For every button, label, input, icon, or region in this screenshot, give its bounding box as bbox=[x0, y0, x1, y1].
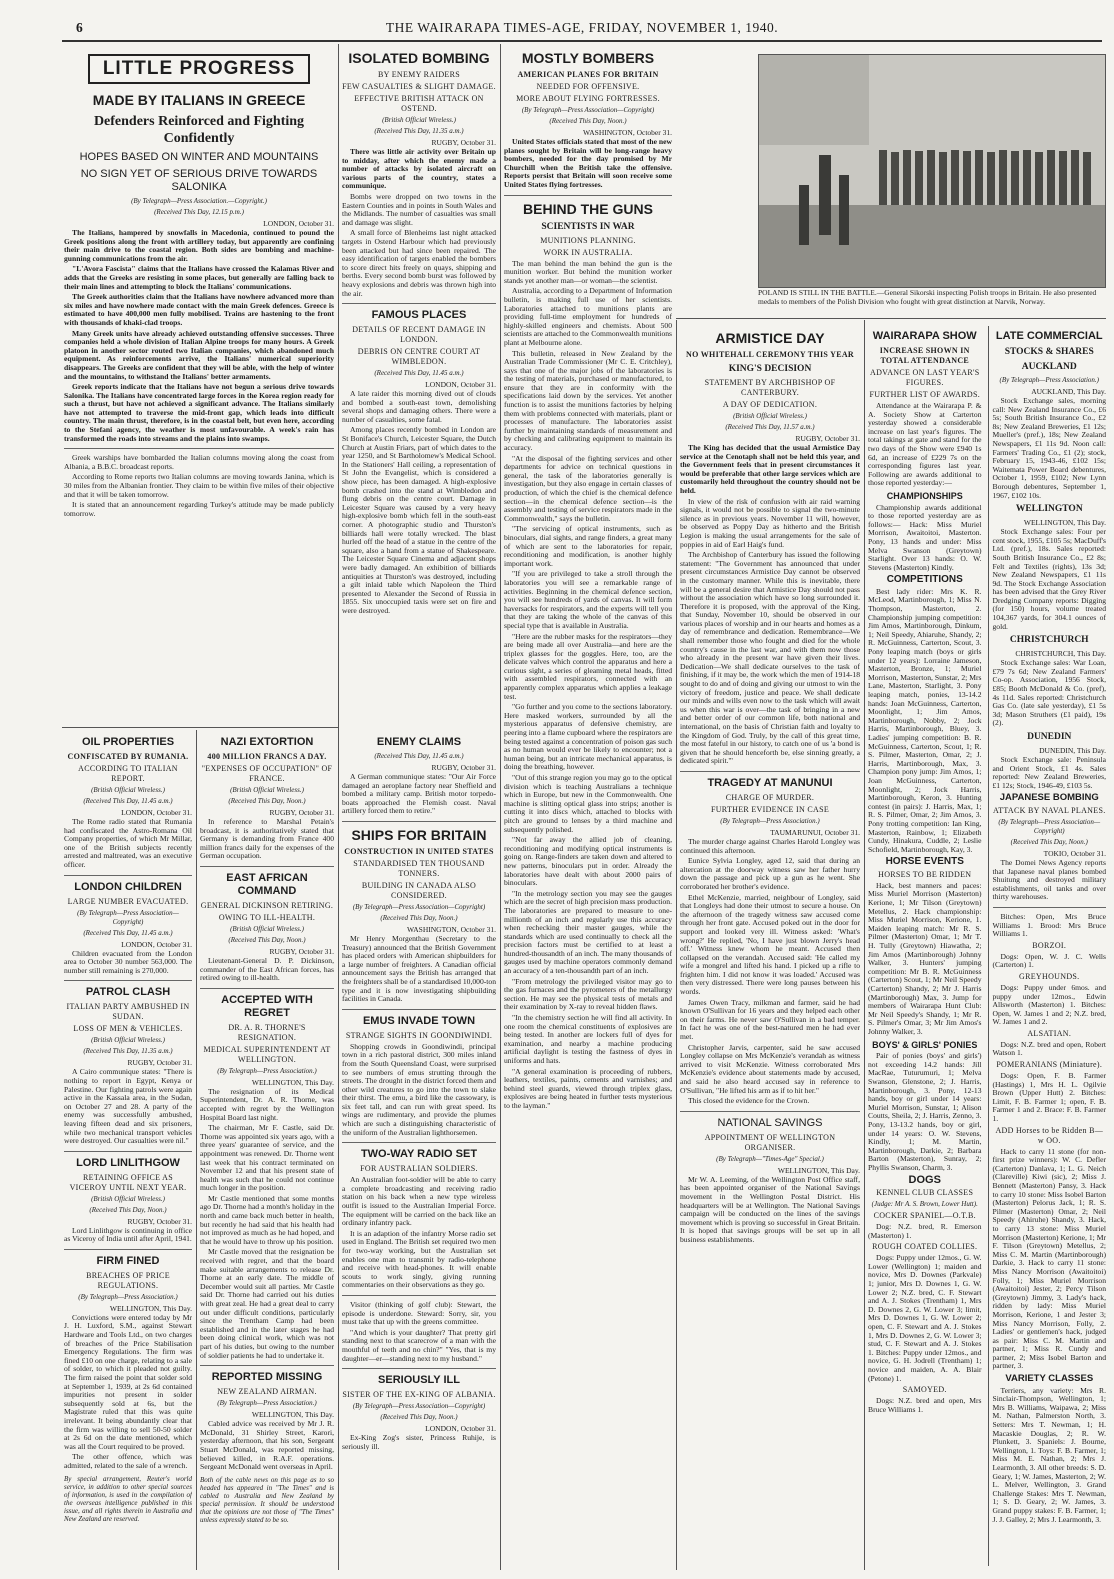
credit-line: (By Telegraph—Press Association.) bbox=[999, 376, 1099, 384]
deck: STRANGE SIGHTS IN GOONDIWINDI. bbox=[345, 1030, 493, 1040]
received-line: (Received This Day, Noon.) bbox=[380, 913, 458, 922]
dateline: CHRISTCHURCH, This Day. bbox=[1015, 649, 1106, 659]
credit-line: (By Telegraph—Press Association.) bbox=[78, 1292, 178, 1301]
deck: LOSS OF MEN & VEHICLES. bbox=[73, 1024, 183, 1034]
deck: KENNEL CLUB CLASSES bbox=[876, 1188, 974, 1198]
paragraph: The Archbishop of Canterbury has issued the following statement: "The Government has announced that under present circumstances Armistice Day cannot be observed in the customary manner. While this is inevitable, there will be a general desire that Armistice Day should not pass without the association which have so long surrounded it. Therefore it is proposed, with the approval of the King, that Sunday, November 10, should be observed in our various places of worship and in our hearts and homes as a day of remembrance and dedication. Remembrance—We shall remember those who fought and died for the whole country's cause in the last war, and with them now those who already in the present war have given their lives. Dedication—We shall dedicate ourselves to the task of finishing, if it may be, the work which the men of 1914-18 sought to do and of doing and giving our utmost to win the victory of freedom, justice and peace. We shall dedicate our minds and wills even now to the task which will await us when this war is over—the task of bringing in a new and better order of our common life, both national and international, on the basis of Christian faith and loyalty to the Kingdom of God. Truly, by the call of this great time, the most fateful in our history, to catch one of us 'a bond is given that he should henceforth be, else sinning greatly, a dedicated spirit.'" bbox=[680, 550, 860, 766]
dateline: LONDON, October 31. bbox=[121, 808, 192, 817]
deck: MEDICAL SUPERINTENDENT AT WELLINGTON. bbox=[203, 1044, 331, 1064]
deck: DETAILS OF RECENT DAMAGE IN LONDON. bbox=[352, 325, 486, 345]
received-line: (Received This Day, Noon.) bbox=[549, 117, 627, 125]
headline: LONDON CHILDREN bbox=[74, 880, 182, 893]
paragraph: James Owen Tracy, milkman and farmer, said he had known O'Sullivan for 16 years and they helped each other on their farms. He never saw O'Sullivan in a bad temper. In fact he was one of the best-natured men he had ever met. bbox=[680, 997, 860, 1042]
subhead: DOGS bbox=[908, 1174, 941, 1187]
paragraph: A small force of Blenheims last night attacked targets in Ostend Harbour which had previously been attacked but had since been repaired. The easy identification of targets enabled the bombers to score direct hits freely on quays, shipping and berths. Every second bomb burst was followed by heavy explosions and debris was thrown high into the air. bbox=[342, 228, 496, 298]
paragraph: Christopher Jarvis, carpenter, said he saw accused Longley collapse on Mrs McKenzie's verandah as witness arrived to visit McKenzie. Witness corroborated Mrs McKenzie's evidence about statements made by accused, and said he also heard accused say in reference to O'Sullivan, "He lifted his arm as if to hit her." bbox=[680, 1042, 860, 1095]
photo-illustration bbox=[759, 55, 1105, 287]
paragraph: A German communique states: "Our Air Force damaged an aeroplane factory near Sheffield and bombed a military camp. British motor torpedo-boats approached the Flemish coast. Naval artillery forced them to retire." bbox=[342, 772, 496, 816]
paragraph: Terriers, any variety: Mrs R. Sinclair-Thompson, Wellington, 1; Mrs B. Williams, Waipawa, 2; Miss M. Nathan, Palmerston North, 3. Setters: Mrs T. Newman, 1; H. Macaskie Douglas, 2; R. W. Plunkett, 3. Spaniels: J. Bourne, Wellington, 1. Toys: F. B. Farmer, 1; Miss M. E. Nathan, 2; Mrs J. Learmonth, 3. All other breeds: S. D. Geary, 1; W. James, Masterton, 2; W. L. Melver, Wellington, 3. Grand Challenge Stakes: Mrs T. Newman, 1; S. D. Geary, 2; W. James, 3. Grand puppy stakes: F. B. Farmer, 1; J. J. Galley, 2; Mrs J. Learmonth, 3. bbox=[992, 1385, 1106, 1524]
deck: FEW CASUALTIES & SLIGHT DAMAGE. bbox=[342, 82, 496, 91]
headline: LORD LINLITHGOW bbox=[76, 1156, 180, 1169]
credit-line: (By Telegraph—Press Association.—Copyright.) bbox=[131, 197, 267, 205]
credit-line: (By Telegraph—Press Association—Copyright) bbox=[352, 1402, 486, 1411]
deck: STOCKS & SHARES bbox=[1004, 347, 1094, 357]
credit-line: (By Telegraph—"Times-Age" Special.) bbox=[716, 1154, 824, 1163]
brief-news-column-middle bbox=[200, 732, 334, 1566]
deck: ADVANCE ON LAST YEAR'S FIGURES. bbox=[870, 368, 980, 387]
paragraph: "Go further and you come to the sections laboratory. Here masked workers, surrounded by all the mysterious apparatus of defensive chemistry, are peering into a flame cupboard where the respirators are being tested against a concentration of poison gas such as no human would ever be likely to encounter; not a human being, but an intricate mechanical apparatus, is doing the breathing, however. bbox=[504, 702, 672, 772]
separator bbox=[64, 1249, 192, 1250]
reuters-notice: By special arrangement, Reuter's world service, in addition to other special sources of information, is used in the compilation of the overseas intelligence published in this issue, and all rights therein in Australia and New Zealand are reserved. bbox=[64, 1474, 192, 1523]
credit-line: (British Official Wireless.) bbox=[382, 116, 456, 124]
subheadline: Defenders Reinforced and Fighting Confidently bbox=[93, 114, 305, 146]
deck: EFFECTIVE BRITISH ATTACK ON OSTEND. bbox=[354, 94, 484, 113]
deck: NO SIGN YET OF SERIOUS DRIVE TOWARDS SALONIKA bbox=[80, 168, 318, 193]
separator bbox=[64, 1151, 192, 1152]
separator bbox=[342, 1368, 496, 1369]
dateline: RUGBY, October 31. bbox=[431, 138, 496, 147]
deck: GENERAL DICKINSON RETIRING. bbox=[200, 900, 334, 910]
received-line: (Received This Day, 12.15 p.m.) bbox=[154, 208, 244, 216]
paragraph: It is an adaption of the infantry Morse radio set used in England. The British set required two men for two-way working, but the Australian set enables one man to transmit by radio-telephone and receive with head-phones. It will enable scouts to work singly, giving running commentaries on their observations as they go. bbox=[342, 1228, 496, 1290]
paragraph: "At the disposal of the fighting services and other departments for advice on technical questions in general, the task of the laboratories generally is investigation, but they also engage in certain classes of production, of which the chief is the chemical defence section—in the chemical defence section—is the assembly and testing of service respirators made in the Commonwealth," says the bulletin. bbox=[504, 453, 672, 523]
credit-line: (By Telegraph—Press Association—Copyright) bbox=[521, 106, 655, 114]
paragraph: The Italians, hampered by snowfalls in Macedonia, continued to pound the Greek positions along the front with artillery today, but apparently are confining their main drive to the coastal region. Both sides are bombing and machine-gunning communications from the air. bbox=[64, 228, 334, 263]
paragraph: Cabled advice was received by Mr J. R. McDonald, 31 Shirley Street, Karori, yesterday afternoon, that his son, Sergeant Stuart McDonald, was reported missing, believed killed, in R.A.F. operations. Sergeant McDonald went overseas in April. bbox=[200, 1419, 334, 1472]
headline: JAPANESE BOMBING bbox=[999, 792, 1099, 804]
behind-the-guns-article bbox=[504, 46, 672, 1566]
deck: HORSES TO BE RIDDEN bbox=[878, 869, 972, 879]
paragraph: Stock Exchange sales, morning call: New Zealand Insurance Co., £6 5s; South British Insurance Co., £2 8s; New Zealand Breweries, £1 12s; Mueller's (pref.), 18s; New Zealand Newspapers, £1 11s 9d. Noon call: Farmers' Trading Co., £1 (2); stock, February 15, 1943-46, £102 15s; Waitemata Power Board debentures, October 1, 1959, £102; New Lynn Borough debentures, September 1, 1967, £102 10s. bbox=[992, 396, 1106, 500]
deck: CHARGE OF MURDER. bbox=[725, 792, 815, 802]
judge-line: (Judge: Mr A. S. Brown, Lower Hutt). bbox=[871, 1200, 978, 1209]
paragraph: Stock Exchange sales: Four per cent stock, 1955, £105 5s; MacDuff's Ltd. (pref.), 18s. Sales reported: South British Insurance Co., £2 8s; Felt and Textiles (rights), 13s 3d; New Zealand Newspapers, £1 11s 9d. The Stock Exchange Association has been advised that the Grey River Dredging Company reports: Digging (for 150) hours, volume treated 104,367 yards, for 304.1 ounces of gold. bbox=[992, 527, 1106, 631]
paragraph: "Not far away the allied job of cleaning, reconditioning and modifying optical instruments is going on. Range-finders are taken down and altered to new patterns, binoculars put in order. Already the laboratories have dealt with about 2000 pairs of binoculars. bbox=[504, 835, 672, 888]
paragraph: It is stated that an announcement regarding Turkey's attitude may be made publicly tomorrow. bbox=[64, 500, 334, 518]
deck: HOPES BASED ON WINTER AND MOUNTAINS bbox=[79, 151, 319, 163]
headline: ACCEPTED WITH REGRET bbox=[221, 993, 313, 1019]
deck: ITALIAN PARTY AMBUSHED IN SUDAN. bbox=[66, 1002, 190, 1022]
dateline: WASHINGTON, October 31. bbox=[406, 924, 496, 934]
paragraph: United States officials stated that most of the new planes sought by Britain will be long-range heavy bombers, needed for the day promised by Mr Churchill when the British take the offensive. Reports persist that Britain will soon receive some United States flying fortresses. bbox=[504, 137, 672, 189]
received-line: (Received This Day, 11.35 a.m.) bbox=[83, 1047, 173, 1056]
credit-line: (By Telegraph—Press Association.) bbox=[217, 1066, 317, 1075]
credit-line: (By Telegraph—Press Association—Copyright) bbox=[77, 908, 179, 926]
separator bbox=[342, 303, 496, 304]
deck: OWING TO ILL-HEALTH. bbox=[218, 912, 316, 922]
credit-line: (By Telegraph—Press Association—Copyright) bbox=[998, 817, 1101, 835]
dateline: RUGBY, October 31. bbox=[269, 808, 334, 817]
paragraph: The King has decided that the usual Armistice Day service at the Cenotaph shall not be held this year, and the Government feels that in present circumstances it would be preferable that other large services which are customarily held throughout the country should not be held. bbox=[680, 443, 860, 495]
subheadline: MADE BY ITALIANS IN GREECE bbox=[92, 92, 306, 108]
deck: NEEDED FOR OFFENSIVE. bbox=[536, 82, 640, 91]
credit-line: (By Telegraph—Press Association.) bbox=[720, 816, 820, 825]
paragraph: In reference to Marshal Petain's broadcast, it is authoritatively stated that Germany is demanding from France 400 million francs daily for the expenses of the German occupation. bbox=[200, 817, 334, 861]
deck: ATTACK BY NAVAL PLANES. bbox=[993, 805, 1106, 815]
paragraph: Lieutenant-General D. P. Dickinson, commander of the East African forces, has retired owing to ill-health. bbox=[200, 955, 334, 983]
headline: TWO-WAY RADIO SET bbox=[360, 1148, 478, 1161]
isolated-bombing-article bbox=[342, 46, 496, 728]
dateline: LONDON, October 31. bbox=[425, 380, 496, 390]
city-heading: AUCKLAND bbox=[1021, 362, 1077, 372]
headline: SHIPS FOR BRITAIN bbox=[351, 826, 487, 843]
paragraph: Stock Exchange sales: War Loan, £79 7s 6d; New Zealand Farmers' Co-op. Association, 1956 Stock, £85; Booth McDonald & Co. (pref), 4s 11d. Sales reported: Christchurch Gas Co. (late sale yesterday), £1 5s 3d; Mason Struthers (£1 paid), 19s (2). bbox=[992, 658, 1106, 728]
deck: SISTER OF THE EX-KING OF ALBANIA. bbox=[342, 1390, 496, 1400]
column-rule bbox=[500, 44, 501, 1570]
breed-heading: ROUGH COATED COLLIES. bbox=[872, 1242, 978, 1252]
deck: FURTHER LIST OF AWARDS. bbox=[869, 390, 981, 399]
dateline: LONDON, October 31. bbox=[121, 939, 192, 949]
paragraph: Best lady rider: Mrs K. R. McLeod, Martinborough, 1; Miss N. Thompson, Masterton, 2. Championship jumping competition: Jim Amos, Martinborough, Dinkum, 1; Neil Speedy, Ahiaruhe, Shandy, 2; R. McGuinness, Carterton, Scout, 3. Pony leaping match (boys or girls under 12 years): Lorraine Jameson, Masterton, Bronze, 1; Muriel Morrison, Masterton, Sunstar, 2; Mrs Lane, Masterton, Starlight, 3. Pony leaping match, ponies, 13-14.2 hands: Joan McGuinness, Carterton, Moonlight, 1; Jim Amos, Martinborough, Nobby, 2; Jock Harris, Martinborough, Bluey, 3. Ladies' jumping competition: B. R. McGuinness, Carterton, Scout, 1; R. S. Pilmer, Masterton, Omar, 2; J. Harris, Martinborough, Max, 3. Champion pony jump: Jim Amos, 1; Joan McGuinness, Carterton, Moonlight, 2; Jock Harris, Martinborough, Keron, 3. Hunting contest (in pairs): J. Harris, Max, 1; R. S. Pilmer, Omar, 2; Jim Amos, 3. Pony trotting competition: Ian King, Masterton, Rainbow, 1; Elizabeth Cundy, Hinakura, Cuddle, 2; Leslie Schofield, Martinborough, Kay, 3. bbox=[868, 586, 982, 854]
paragraph: Greek reports indicate that the Italians have not begun a serious drive towards Salonika. The Italians have concentrated large forces in the Korea region ready for such a thrust, but have not achieved a significant advance. The Italians similarly have not attempted to traverse the mid-front gap, which leads into difficult country. The main thrust, therefore, is in the coastal belt, but even here, according to the Stefani agency, the weather is most unfavourable. A week's rain has transformed the roads into streams and the plains into swamps. bbox=[64, 382, 334, 443]
paragraph: Dogs: N.Z. bred and open, Mrs Bruce Williams 1. bbox=[868, 1396, 982, 1414]
separator bbox=[200, 988, 334, 989]
separator bbox=[504, 195, 672, 196]
dateline: WELLINGTON, This Day. bbox=[251, 1077, 334, 1087]
headline: REPORTED MISSING bbox=[211, 1371, 323, 1384]
paragraph: Visitor (thinking of golf club): Stewart, the episode is underdone. Steward: Sorry, sir, you must take that up with the greens committee. bbox=[342, 1299, 496, 1327]
paragraph: "L'Avora Fascista" claims that the Italians have crossed the Kalamas River and adds that the Greeks are resisting in some places, but generally are falling back to their main lines and attempting to block the Italians' communications. bbox=[64, 264, 334, 291]
paragraph: Convictions were entered today by Mr J. H. Luxford, S.M., against Stewart Hardware and Tools Ltd., on two charges of breaches of the Price Stabilisation Emergency Regulations. The firm was fined £10 on one charge, relating to a sale of solder, to which it pleaded not guilty. The firm raised the point that solder sold at September 1, 1939, at 2s 6d contained impurities not present in solder subsequently sold at 6s, but the Magistrate ruled that this was quite irrelevant. It being abundantly clear that the firm was willing to sell 50-50 solder at 2s 6d on the date mentioned, which was all the Court required to be proved. bbox=[64, 1312, 192, 1451]
headline: LATE COMMERCIAL bbox=[995, 330, 1103, 342]
deck: ACCORDING TO ITALIAN REPORT. bbox=[78, 764, 178, 783]
dateline: LONDON, October 31. bbox=[263, 219, 334, 228]
city-heading: DUNEDIN bbox=[1027, 732, 1072, 742]
paragraph: "And which is your daughter? That pretty girl standing next to that scarecrow of a man with the mouthful of teeth and no chin?" "Yes, that is my daughter—er—standing next to my husband." bbox=[342, 1327, 496, 1363]
paragraph: The other offence, which was admitted, related to the sale of a wrench. bbox=[64, 1452, 192, 1470]
deck: STANDARDISED TEN THOUSAND TONNERS. bbox=[353, 858, 485, 878]
headline: NAZI EXTORTION bbox=[220, 736, 314, 748]
separator bbox=[993, 907, 1107, 908]
separator bbox=[342, 1142, 496, 1143]
dateline: WELLINGTON, This Day. bbox=[1023, 518, 1106, 528]
breed-heading: BORZOI. bbox=[1032, 940, 1067, 950]
subhead: HORSE EVENTS bbox=[885, 856, 964, 868]
paragraph: Mr Henry Morgenthau (Secretary to the Treasury) announced that the British Government has placed orders with American shipbuilders for a large number of freighters. A Canadian official announcement says the British has arranged that the freighters shall be of a standardised 10,000-ton type and it is now investigating shipbuilding facilities in Canada. bbox=[342, 933, 496, 1004]
dateline: AUCKLAND, This Day. bbox=[1031, 387, 1106, 396]
dateline: TAUMARUNUI, October 31. bbox=[770, 827, 860, 837]
dateline: RUGBY, October 31. bbox=[127, 1216, 192, 1226]
paragraph: Australia, according to a Department of Information bulletin, is making full use of her scientists. Laboratories attached to munitions plants are providing full-time employment for hundreds of highly-skilled engineers and chemists. About 500 scientists are attached to the Commonwealth munitions plant at Melbourne alone. bbox=[504, 286, 672, 347]
paragraph: "In the chemistry section he will find all activity. In one room the chemical constituents of explosives are being tested. In another are lockers full of dyes for examination, and nearby a machine producing artificial daylight is testing the fastness of dyes in uniforms and hats. bbox=[504, 1013, 672, 1065]
separator bbox=[64, 448, 334, 449]
column-rule bbox=[676, 320, 677, 1570]
subhead: CHAMPIONSHIPS bbox=[886, 490, 963, 501]
dateline: RUGBY, October 31. bbox=[431, 763, 496, 772]
paragraph: Eunice Sylvia Longley, aged 12, said that during an altercation at the doorway witness saw her father hurry down the passage and pick up a gun as he went. She corroborated her brother's evidence. bbox=[680, 856, 860, 891]
page-number: 6 bbox=[76, 20, 84, 35]
received-line: (Received This Day, 11.45 a.m.) bbox=[83, 797, 173, 805]
wairarapa-show-article-text bbox=[868, 326, 982, 1566]
separator bbox=[680, 771, 860, 772]
headline: ISOLATED BOMBING bbox=[348, 50, 490, 66]
dateline: LONDON, October 31. bbox=[425, 1424, 496, 1434]
received-line: (Received This Day, Noon.) bbox=[1010, 837, 1088, 846]
credit-line: (By Telegraph—Press Association—Copyright) bbox=[352, 902, 486, 911]
dateline: RUGBY, October 31. bbox=[127, 1058, 192, 1068]
deck: SCIENTISTS IN WAR bbox=[541, 221, 635, 232]
received-line: (Received This Day, 11.35 a.m.) bbox=[374, 127, 464, 135]
paragraph: Shopping crowds in Goondiwindi, principal town in a rich pastoral district, 300 miles inland from the South Queensland Coast, were surprised to see numbers of emus strutting through the streets. The drought in the district forced them and other wild creatures to go into the town to slake their thirst. The emu, a bird like the cassowary, is six feet tall, and can run with great speed. Its wings are rudimentary, and provide the plumes which are such a distinguishing characteristic of the uniform of the Australian lighthorsemen. bbox=[342, 1041, 496, 1137]
separator bbox=[342, 821, 496, 822]
paragraph: Ex-King Zog's sister, Princess Ruhije, is seriously ill. bbox=[342, 1433, 496, 1451]
received-line: (Received This Day, 11.57 a.m.) bbox=[725, 423, 815, 431]
paragraph: Pair of ponies (boys' and girls') not exceeding 14.2 hands: Jill MacRae, Tuturumuri, 1; Melva Swanson, Glenstone, 2; J. Harris, Martinborough, 3. Pony, 12-13 hands, boy or girl under 14 years: Muriel Morrison, Sunstar, 1; Alison Coutts, Sheila, 2; J. Harris, Zenno, 3. Pony, 13-13.2 hands, boy or girl, under 14 years: O. W. Stevens, Kindly, 1; M. Martin, Martinborough, Darkie, 2; Barbara Barton (Masterton), Sunray, 2; Phyllis Swanson, Charm, 3. bbox=[868, 1051, 982, 1172]
received-line: (Received This Day, Noon.) bbox=[89, 1205, 167, 1214]
breed-heading: GREYHOUNDS. bbox=[1019, 971, 1080, 981]
deck: STATEMENT BY ARCHBISHOP OF CANTERBURY. bbox=[704, 378, 836, 397]
dateline: WELLINGTON, This Day. bbox=[777, 1165, 860, 1175]
deck: AMERICAN PLANES FOR BRITAIN bbox=[517, 70, 659, 79]
paragraph: A Cairo communique states: "There is nothing to report in Egypt, Kenya or Palestine. Our fighting patrols were again active in the Kassala area, in the Sudan, on October 27 and 28. A party of the enemy was successfully ambushed, leaving fifteen dead and six prisoners, while two mechanical transport vehicles were destroyed. Our casualties were nil." bbox=[64, 1067, 192, 1146]
paragraph: "A general examination is proceeding of rubbers, leathers, textiles, paints, cements and varnishes; and behind steel guards, viewed through triplex glass, explosives are being heated in further tests mysterious to the layman." bbox=[504, 1066, 672, 1110]
deck: BY ENEMY RAIDERS bbox=[378, 70, 460, 79]
dateline: RUGBY, October 31. bbox=[795, 434, 860, 443]
paragraph: "Out of this strange region you may go to the optical division which is teaching Australians a technique which in Europe, but new in the Commonwealth. One machine is slitting optical glass into strips; another is cutting it into discs which, attached to blocks with pitch are ground to lenses by a third machine and subsequently polished. bbox=[504, 773, 672, 834]
paragraph: The Rome radio stated that Rumania had confiscated the Astro-Romana Oil Company properties, of which Mr Millar, one of the British subjects recently arrested and maltreated, was an executive officer. bbox=[64, 817, 192, 869]
received-line: (Received This Day, 11.45 a.m.) bbox=[83, 928, 173, 937]
deck: BREACHES OF PRICE REGULATIONS. bbox=[86, 1270, 170, 1290]
separator bbox=[200, 866, 334, 867]
deck: APPOINTMENT OF WELLINGTON ORGANISER. bbox=[704, 1132, 836, 1152]
lead-story bbox=[64, 50, 334, 722]
paragraph: The man behind the man behind the gun is the munition worker. But behind the munition worker stands yet another man—or woman—the scientist. bbox=[504, 258, 672, 285]
paragraph: "If you are privileged to take a stroll through the laboratories you will see a remarkable range of activities. Beginning in the chemical defence section, you will see hundreds of yards of canvas. It will form haversacks for respirators, and the experts will tell you that they are taking the whole of the canvas of this special type that is available in Australia. bbox=[504, 569, 672, 630]
separator bbox=[680, 1111, 860, 1112]
paragraph: "In the metrology section you may see the gauges which are the secret of high precision mass production. The laboratories are prepared to measure to one-millionth of an inch and regularly use this accuracy when rechecking their master gauges, while the standards which are used continually to check all the precision factors must be certified to at least a hundred-thousandth of an inch. The many thousands of gauges used by machine operators commonly demand an accuracy of a ten-thousandth part of an inch. bbox=[504, 888, 672, 976]
paragraph: Many Greek units have already achieved outstanding offensive successes. Three companies held a whole division of Italian Alpine troops for many hours. A Greek platoon in another sector routed two Italian companies, which abandoned much equipment. As reinforcements arrive, the Italians' numerical superiority disappears. The Greeks are confident that they will be able, with the help of winter and the mountains, to withstand the Italians' better armaments. bbox=[64, 328, 334, 381]
paragraph: Dogs: Open, W. J. C. Wells (Carterton) 1. bbox=[992, 951, 1106, 970]
paragraph: The murder charge against Charles Harold Longley was continued this afternoon. bbox=[680, 836, 860, 855]
paragraph: Dogs: Open, F. B. Farmer (Hastings) 1, Mrs H. L. Ogilvie Brown (Upper Hutt) 2. Bitches: Limit, F. B. Farmer 1; open, F. B. Farmer 1 and 2. Brace: F. B. Farmer 1. bbox=[992, 1071, 1106, 1124]
headline: WAIRARAPA SHOW bbox=[872, 330, 977, 342]
paragraph: Dogs: N.Z. bred and open, Robert Watson 1. bbox=[992, 1039, 1106, 1058]
paragraph: Dog: N.Z. bred, R. Emerson (Masterton) 1. bbox=[868, 1222, 982, 1240]
headline: FAMOUS PLACES bbox=[371, 309, 467, 322]
column-rule bbox=[338, 44, 339, 1570]
paragraph: The Domei News Agency reports that Japanese naval planes bombed Shuitung and destroyed military establishments, oil tanks and over thirty warehouses. bbox=[992, 857, 1106, 902]
paragraph: Bitches: Open, Mrs Bruce Williams 1. Brood: Mrs Bruce Williams 1. bbox=[992, 911, 1106, 939]
paragraph: Bombs were dropped on two towns in the Eastern Counties and in points in South Wales and the Midlands. The number of casualties was small and damage was slight. bbox=[342, 191, 496, 227]
dateline: TOKIO, October 31. bbox=[1043, 848, 1106, 858]
headline: LITTLE PROGRESS bbox=[88, 54, 310, 84]
column-rule bbox=[864, 320, 865, 1570]
brief-news-column-left bbox=[64, 732, 192, 1566]
headline: EMUS INVADE TOWN bbox=[362, 1014, 476, 1027]
paragraph: The chairman, Mr F. Castle, said Dr. Thorne was appointed six years ago, with a three years' guarantee of service, and the appointment was renewed. Dr. Thorne went last week that his contract terminated on November 12 and that his present state of health was such that he could not continue much longer in the position. bbox=[200, 1123, 334, 1193]
dateline: RUGBY, October 31. bbox=[269, 946, 334, 956]
received-line: (Received This Day, Noon.) bbox=[228, 797, 306, 805]
received-line: (Received This Day, Noon.) bbox=[380, 1413, 458, 1422]
paragraph: Lord Linlithgow is continuing in office as Viceroy of India until after April, 1941. bbox=[64, 1225, 192, 1244]
headline: EAST AFRICAN COMMAND bbox=[226, 871, 308, 897]
city-heading: WELLINGTON bbox=[1015, 504, 1083, 515]
deck: CONSTRUCTION IN UNITED STATES bbox=[344, 846, 494, 856]
deck: INCREASE SHOWN IN TOTAL ATTENDANCE bbox=[879, 346, 970, 365]
deck: DEBRIS ON CENTRE COURT AT WIMBLEDON. bbox=[357, 347, 481, 367]
headline: SERIOUSLY ILL bbox=[378, 1374, 460, 1387]
paragraph: Ethel McKenzie, married, neighbour of Longley, said that Longleys had done their utmost to secure a house. On the afternoon of the tragedy witness saw accused come through her front gate. Accused poked out in the door for support and looked very ill. Witness asked: 'What's wrong?' He replied, 'No, I have just blown Jerry's head off.' Witness knew whom he meant. Accused then collapsed on the verandah. Accused said: 'He called my wife a mongrel and lifted his hand. I picked up a rifle to frighten him. I did not know it was loaded.' Accused was then very distressed. There were long pauses between his words. bbox=[680, 892, 860, 997]
deck: MORE ABOUT FLYING FORTRESSES. bbox=[516, 94, 660, 103]
armistice-day-article bbox=[680, 326, 860, 1566]
paragraph: This bulletin, released in New Zealand by the Australian Trade Commissioner (Mr C. E. Critchley), says that one of the major jobs of the laboratories is the testing of materials, purchased or manufactured, to ensure that they are in conformity with the specifications laid down by the services. Yet another function is to assist the munitions factories by helping them with problems connected with materials, plant or processes of manufacture. The laboratories assist further by maintaining standards of measurement and by checking and calibrating equipment to maintain its accuracy. bbox=[504, 348, 672, 453]
headline: NATIONAL SAVINGS bbox=[717, 1116, 823, 1129]
ships-emus-radio-column bbox=[342, 732, 496, 1566]
deck: FOR AUSTRALIAN SOLDIERS. bbox=[360, 1164, 478, 1174]
deck: LARGE NUMBER EVACUATED. bbox=[67, 896, 189, 906]
credit-line: (British Official Wireless.) bbox=[91, 786, 165, 794]
received-line: (Received This Day, 11.45 a.m.) bbox=[374, 369, 464, 378]
headline: TRAGEDY AT MANUNUI bbox=[707, 776, 833, 789]
two-column-wrap bbox=[868, 326, 1106, 1566]
late-commercial-article bbox=[988, 326, 1107, 1566]
deck: NEW ZEALAND AIRMAN. bbox=[217, 1387, 317, 1397]
deck: BUILDING IN CANADA ALSO CONSIDERED. bbox=[361, 880, 477, 900]
dateline: WELLINGTON, This Day. bbox=[251, 1410, 334, 1420]
paragraph: Mr W. A. Leeming, of the Wellington Post Office staff, has been appointed organiser of the National Savings movement in the Wellington Postal District. His headquarters will be at Wellington. The National Savings campaign will be conducted on the lines of the savings movement which is proving so successful in Great Britain. It is hoped that savings groups will be set up in all business establishments. bbox=[680, 1174, 860, 1244]
subhead: COMPETITIONS bbox=[886, 574, 963, 586]
dateline: WELLINGTON, This Day. bbox=[109, 1303, 192, 1313]
paragraph: Stock Exchange sale: Peninsula and Orient Stock, £1 4s. Sales reported: New Zealand Breweries, £1 12s; Stock, 1946-49, £103 5s. bbox=[992, 755, 1106, 790]
paragraph: The resignation of its Medical Superintendent, Dr. A. R. Thorne, was accepted with regret by the Wellington Hospital Board last night. bbox=[200, 1086, 334, 1122]
column-rule bbox=[196, 730, 197, 1570]
masthead-title: THE WAIRARAPA TIMES-AGE, FRIDAY, NOVEMBER 1, 1940. bbox=[385, 20, 779, 35]
deck: CONFISCATED BY RUMANIA. bbox=[67, 752, 189, 761]
received-line: (Received This Day, Noon.) bbox=[228, 935, 306, 944]
paragraph: "From metrology the privileged visitor may go to the gas furnaces and the pyrometers of the metallurgy section. He may see the physical tests of metals and their examination by X-ray to reveal hidden flaws. bbox=[504, 976, 672, 1012]
deck: KING'S DECISION bbox=[728, 364, 812, 374]
headline: VARIETY CLASSES bbox=[1005, 1373, 1094, 1385]
paragraph: Children evacuated from the London area to October 30 number 563,000. The number still remaining is 270,000. bbox=[64, 948, 192, 975]
breed-heading: POMERANIANS (Miniature). bbox=[996, 1060, 1103, 1070]
deck: A DAY OF DEDICATION. bbox=[722, 400, 818, 409]
deck: FURTHER EVIDENCE IN CASE bbox=[710, 804, 830, 814]
headline: ENEMY CLAIMS bbox=[376, 736, 462, 748]
deck: RETAINING OFFICE AS VICEROY UNTIL NEXT YEAR. bbox=[69, 1172, 187, 1192]
credit-line: (British Official Wireless.) bbox=[733, 412, 807, 420]
paragraph: "Here are the rubber masks for the respirators—they are being made all over Australia—and here are the triplex glasses for the goggles. Here, too, are the delicate valves which control the apparatus and here a curious sight, a series of gleaming metal heads, fitted with assembled respirators, connected with an apparently complex apparatus which applies a leakage test. bbox=[504, 631, 672, 701]
paragraph: Greek warships have bombarded the Italian columns moving along the coast from Albania, a B.B.C. broadcast reports. bbox=[64, 453, 334, 471]
dateline: DUNEDIN, This Day. bbox=[1039, 746, 1106, 755]
paragraph: "The servicing of optical instruments, such as binoculars, dial sights, and range finders, a great many of which are sent to the laboratories for repair, reconditioning and modification, is another highly important work. bbox=[504, 524, 672, 568]
paragraph: A late raider this morning dived out of clouds and bombed a south-east town, demolishing several shops and damaging others. There were a number of casualties, some fatal. bbox=[342, 389, 496, 424]
section-rule bbox=[62, 727, 338, 728]
paragraph: The Greek authorities claim that the Italians have nowhere advanced more than six miles and have nowhere made contact with the main Greek defences. Greece is estimated to have 400,000 men fully mobilised. Trains are hastening to the front with thousands of khaki-clad troops. bbox=[64, 292, 334, 327]
paragraph: In view of the risk of confusion with air raid warning signals, it would not be possible to signal the two-minute silence as in previous years. November 11 will, however, be observed as Poppy Day as hitherto and the British Legion is making the usual arrangements for the sale of poppies in aid of Earl Haig's fund. bbox=[680, 496, 860, 549]
paragraph: Mr Castle mentioned that some months ago Dr. Thorne had a month's holiday in the north and came back much better in health, but recently he had said that his health had not improved as much as he had hoped, and that he would have to throw up his position. bbox=[200, 1193, 334, 1246]
deck: WORK IN AUSTRALIA. bbox=[543, 247, 633, 257]
headline: PATROL CLASH bbox=[85, 986, 171, 999]
paragraph: Hack to carry 11 stone (for non-first prize winners): W. C. Defler (Carterton) Danlava, 1; L. G. Neich (Clareville) Kiwi (sic), 2; Miss J. Bennett (Masterton) Pansy, 3. Hack to carry 10 stone: Miss Isobel Barton (Masterton) Pelorus Jack, 1; R. S. Pilmer (Masterton) Omar, 2; Neil Speedy (Ahiruhe) Shandy, 3. Hack, to carry 13 stone: Miss Muriel Morrison (Masterton) Kerione, 1; Mr F. Tilson (Greytown) Metellus, 2; Miss C. M. Martin (Martinborough) Darkie, 3. Hack to carry 11 stone: Miss Nancy Morrison (Awaitoitoi) Folly, 1; Miss Muriel Morrison (Awaitoitoi) Jester, 2; Percy Tilson (Greytown) Jimmy, 3. Lady's hack, ridden by lady: Miss Muriel Morrison, Kerione, 1 and Jester 3; Miss Nancy Morrison, Folly, 2. Ladies' or gentlemen's hack, judged as pair: Miss C. M. Martin and partner, 1; Miss R. Cundy and partner, 2; Miss Isobel Barton and partner, 3. bbox=[992, 1146, 1106, 1371]
headline: BEHIND THE GUNS bbox=[523, 200, 653, 217]
section-rule bbox=[676, 318, 1106, 319]
headline: ARMISTICE DAY bbox=[715, 330, 825, 346]
paragraph: Hack, best manners and paces: Miss Muriel Morrison (Masterton) Kerione, 1; Mr Tilson (Greytown) Metellus, 2. Hack championship: Miss Muriel Morrison, Kerione, 1. Maiden leaping match: Mr R. S. Pilmer (Masterton) Omar, 1; Mr T. H. Tully (Greytown) Hiawatha, 2; Jim Amos (Martinborough) Johnny Walker, 3. Hunters' jumping competition: Mr B. R. McGuinness (Carterton) Scout, 1; Mr Neil Speedy (Carterton) Shandy, 2; Mr J. Harris (Martinborough) Max, 3. Jump for members of Wairarapa Hunt Club: Mr Neil Speedy's Shandy, 1; Mr R. S. Pilmer's Omar, 3; Mr Jim Amos's Johnny Walker, 3. bbox=[868, 880, 982, 1036]
deck: MUNITIONS PLANNING. bbox=[540, 235, 636, 245]
subhead: BOYS' & GIRLS' PONIES bbox=[872, 1039, 978, 1050]
separator bbox=[342, 1009, 496, 1010]
separator bbox=[342, 1295, 496, 1296]
masthead bbox=[62, 14, 1102, 42]
city-heading: CHRISTCHURCH bbox=[1009, 635, 1089, 646]
received-line: (Received This Day, 11.45 a.m.) bbox=[374, 752, 464, 760]
headline: OIL PROPERTIES bbox=[81, 736, 175, 748]
separator bbox=[200, 1365, 334, 1366]
breed-heading: SAMOYED. bbox=[902, 1385, 947, 1395]
paragraph: Dogs: Puppy under 6mos. and puppy under 12mos., Edwin Allsworth (Masterton) 1. Bitches: Open, W. James 1 and 2; N.Z. bred, W. James 1 and 2. bbox=[992, 982, 1106, 1027]
photo-caption: POLAND IS STILL IN THE BATTLE.—General Sikorski inspecting Polish troops in Britain. He also presented medals to members of the Polish Division who fought with great distinction at Narvik, Norway. bbox=[758, 288, 1097, 306]
credit-line: (British Official Wireless.) bbox=[230, 924, 304, 933]
dateline: WASHINGTON, October 31. bbox=[582, 128, 672, 137]
paragraph: This closed the evidence for the Crown. bbox=[688, 1096, 810, 1106]
deck: 400 MILLION FRANCS A DAY. bbox=[207, 752, 327, 761]
paragraph: Dogs: Puppy under 12mos., G. W. Lower (Wellington) 1; maiden and novice, Mrs D. Downes (Parkvale) 1; junior, Mrs D. Downes 1, G. W. Lower 2; N.Z. bred, C. F. Stewart and A. J. Stokes (Trentham) 1, Mrs D. Downes 2, G. W. Lower 3; limit, Mrs D. Downes 1, G. W. Lower 2; open, C. F. Stewart and A. J. Stokes 1, Mrs D. Downes 2, G. W. Lower 3; stud, C. F. Stewart and A. J. Stokes 1. Bitches: Puppy under 12mos., and novice, G. H. Jodrell (Trentham) 1; novice and maiden, A. A. Blair (Petone) 1. bbox=[868, 1253, 982, 1383]
separator bbox=[64, 980, 192, 981]
deck: "EXPENSES OF OCCUPATION" OF FRANCE. bbox=[201, 764, 333, 783]
show-and-commercial bbox=[868, 326, 1106, 1566]
paragraph: According to Rome reports two Italian columns are moving towards Janina, which is 30 miles from the Albanian frontier. They claim to be within five miles of their objective and that it will be taken tomorrow. bbox=[64, 472, 334, 499]
credit-line: (By Telegraph—Press Association.) bbox=[217, 1399, 317, 1408]
separator bbox=[64, 875, 192, 876]
credit-line: (British Official Wireless.) bbox=[230, 786, 304, 794]
paragraph: Mr Castle moved that the resignation be received with regret, and that the board make suitable arrangements to release Dr. Thorne at an early date. The middle of December would suit all parties. Mr Castle said Dr. Thorne had carried out his duties with great zeal. He had a great deal to carry out under difficult conditions, particularly since the Trentham Camp had been established and in the later stages he had been doing clinical work, which was not part of his duties, but owing to the number of soldier patients he had to undertake it. bbox=[200, 1247, 334, 1360]
credit-line: (British Official Wireless.) bbox=[91, 1194, 165, 1203]
headline: MOSTLY BOMBERS bbox=[521, 50, 655, 66]
deck: NO WHITEHALL CEREMONY THIS YEAR bbox=[686, 350, 854, 359]
times-notice: Both of the cable news on this page as to so headed has appeared in "The Times" and is cabled to Australia and New Zealand by special permission. It should be understood that the opinions are not those of "The Times" unless expressly stated to be so. bbox=[200, 1475, 334, 1524]
paragraph: Championship awards additional to those reported yesterday are as follows:— Hack: Miss Muriel Morrison, Awaitoitoi, Masterton. Pony, 13 hands and under: Miss Melva Swanson (Greytown) Starlight. Over 13 hands: O. W. Stevens (Masterton) Kindly. bbox=[868, 502, 982, 572]
paragraph: There was little air activity over Britain up to midday, after which the enemy made a number of attacks by isolated aircraft on various parts of the country, states a communique. bbox=[342, 147, 496, 191]
paragraph: Among places recently bombed in London are St Boniface's Church, Leicester Square, the Dutch Church at Austin Friars, part of which dates to the year 1250, and St Bartholomew's Medical School. In the Stationers' Hall ceiling, a representation of St John the Evangelist, which is considered a show piece, has been damaged. A high-explosive bomb crashed into the stand at Wimbledon and flung debris on the centre court. Damage in Leicester Square was caused by a very heavy high-explosive bomb which fell in the south-east corner. A photographic studio and Thurston's billiards hall were totally wrecked. The blast hurled off the head of a statue in the centre of the square, also a hand from a statue of Shakespeare. The Leicester Square Cinema and adjacent shops were badly damaged. An exhibition of billiards antiquities at Thurston's was destroyed, including a gilt inlaid table which Napoleon the Third presented to Alexander the Second of Russia in 1855. Six unoccupied taxis were set on fire and were destroyed. bbox=[342, 425, 496, 615]
deck: DR. A. R. THORNE'S RESIGNATION. bbox=[228, 1022, 306, 1042]
credit-line: (British Official Wireless.) bbox=[91, 1036, 165, 1045]
breed-heading: COCKER SPANIEL—O.T.B. bbox=[873, 1211, 976, 1221]
breed-heading: ADD Horses to be Ridden B—w OO. bbox=[995, 1125, 1104, 1145]
headline: FIRM FINED bbox=[96, 1254, 160, 1267]
breed-heading: ALSATIAN. bbox=[1027, 1028, 1072, 1038]
paragraph: An Australian foot-soldier will be able to carry a complete broadcasting and receiving radio station on his back when a new type wireless outfit is issued to the Australian Imperial Force. The equipment will be carried on the back like an ordinary infantry pack. bbox=[342, 1175, 496, 1228]
paragraph: Attendance at the Wairarapa P. & A. Society Show at Carterton yesterday showed a considerable increase on last year's figures. The total takings at gate and stand for the two days of the Show were £940 1s 6d, an increase of £229 7s on the corresponding figures last year. Following are awards additional to those reported yesterday:— bbox=[868, 401, 982, 488]
photo-polish-troops bbox=[758, 54, 1106, 288]
